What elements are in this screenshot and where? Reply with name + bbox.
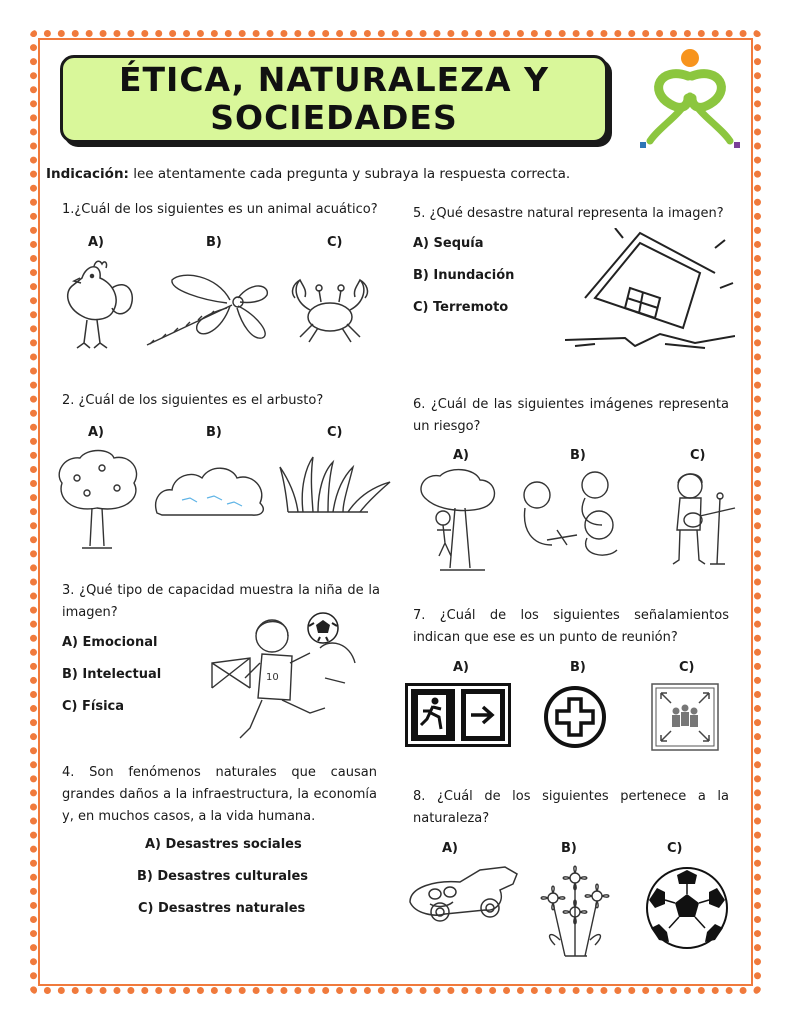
q2-option-c[interactable]: C)	[327, 425, 343, 440]
q4-option-b[interactable]: B) Desastres culturales	[137, 869, 309, 884]
girl-soccer-icon	[210, 608, 360, 748]
soccer-ball-icon[interactable]	[645, 866, 729, 950]
q1-option-c[interactable]: C)	[327, 235, 343, 250]
q3-option-a[interactable]: A) Emocional	[62, 635, 158, 650]
q3-option-c[interactable]: C) Física	[62, 699, 125, 714]
exit-sign-icon[interactable]	[405, 683, 511, 747]
q1-option-b[interactable]: B)	[206, 235, 222, 250]
crab-icon[interactable]	[285, 272, 375, 347]
q7-option-a[interactable]: A)	[453, 660, 470, 675]
q5-option-b[interactable]: B) Inundación	[413, 268, 515, 283]
q2-option-b[interactable]: B)	[206, 425, 222, 440]
q6-option-c[interactable]: C)	[690, 448, 706, 463]
instruction	[46, 166, 570, 182]
children-playing-icon[interactable]	[517, 470, 632, 562]
child-guitar-icon[interactable]	[665, 468, 737, 568]
bush-icon[interactable]	[152, 458, 270, 520]
rooster-icon[interactable]	[52, 258, 142, 353]
title-line-2: SOCIEDADES	[210, 98, 458, 137]
instruction-text: lee atentamente cada pregunta y subraya la respuesta correcta.	[128, 166, 571, 182]
question-1-text: 1.¿Cuál de los siguientes es un animal acuático?	[62, 202, 378, 217]
flowers-icon[interactable]	[535, 860, 617, 960]
question-6-text: 6. ¿Cuál de las siguientes imágenes representa un riesgo?	[413, 397, 729, 434]
q7-option-b[interactable]: B)	[570, 660, 586, 675]
q6-option-b[interactable]: B)	[570, 448, 586, 463]
q4-option-a[interactable]: A) Desastres sociales	[145, 837, 302, 852]
toy-car-icon[interactable]	[405, 862, 520, 924]
child-tree-icon[interactable]	[415, 468, 500, 573]
dragonfly-icon[interactable]	[142, 270, 277, 350]
q6-option-a[interactable]: A)	[453, 448, 470, 463]
tree-icon[interactable]	[52, 448, 142, 558]
q3-option-b[interactable]: B) Intelectual	[62, 667, 162, 682]
q1-option-a[interactable]: A)	[88, 235, 105, 250]
svg-text:10: 10	[266, 672, 279, 683]
q2-option-a[interactable]: A)	[88, 425, 105, 440]
q8-option-b[interactable]: B)	[561, 841, 577, 856]
q5-option-c[interactable]: C) Terremoto	[413, 300, 509, 315]
question-3-text: 3. ¿Qué tipo de capacidad muestra la niña de la imagen?	[62, 583, 380, 620]
question-5-text: 5. ¿Qué desastre natural representa la imagen?	[413, 206, 724, 221]
q5-option-a[interactable]: A) Sequía	[413, 236, 484, 251]
q4-option-c[interactable]: C) Desastres naturales	[138, 901, 306, 916]
instruction-label: Indicación:	[46, 166, 129, 182]
question-7-text: 7. ¿Cuál de los siguientes señalamientos indican que ese es un punto de reunión?	[413, 608, 729, 645]
house-earthquake-icon	[565, 228, 735, 350]
title-line-1: ÉTICA, NATURALEZA Y	[118, 60, 549, 99]
q8-option-a[interactable]: A)	[442, 841, 459, 856]
logo-icon	[640, 46, 740, 152]
first-aid-icon[interactable]	[543, 685, 607, 749]
question-8-text: 8. ¿Cuál de los siguientes pertenece a la naturaleza?	[413, 789, 729, 826]
grass-icon[interactable]	[278, 452, 393, 517]
title-banner	[60, 55, 608, 143]
assembly-point-icon[interactable]	[651, 683, 719, 751]
question-2-text: 2. ¿Cuál de los siguientes es el arbusto?	[62, 393, 324, 408]
question-4-text: 4. Son fenómenos naturales que causan grandes daños a la infraestructura, la economía y, en muchos casos, a la vida humana.	[62, 765, 377, 824]
q8-option-c[interactable]: C)	[667, 841, 683, 856]
q7-option-c[interactable]: C)	[679, 660, 695, 675]
